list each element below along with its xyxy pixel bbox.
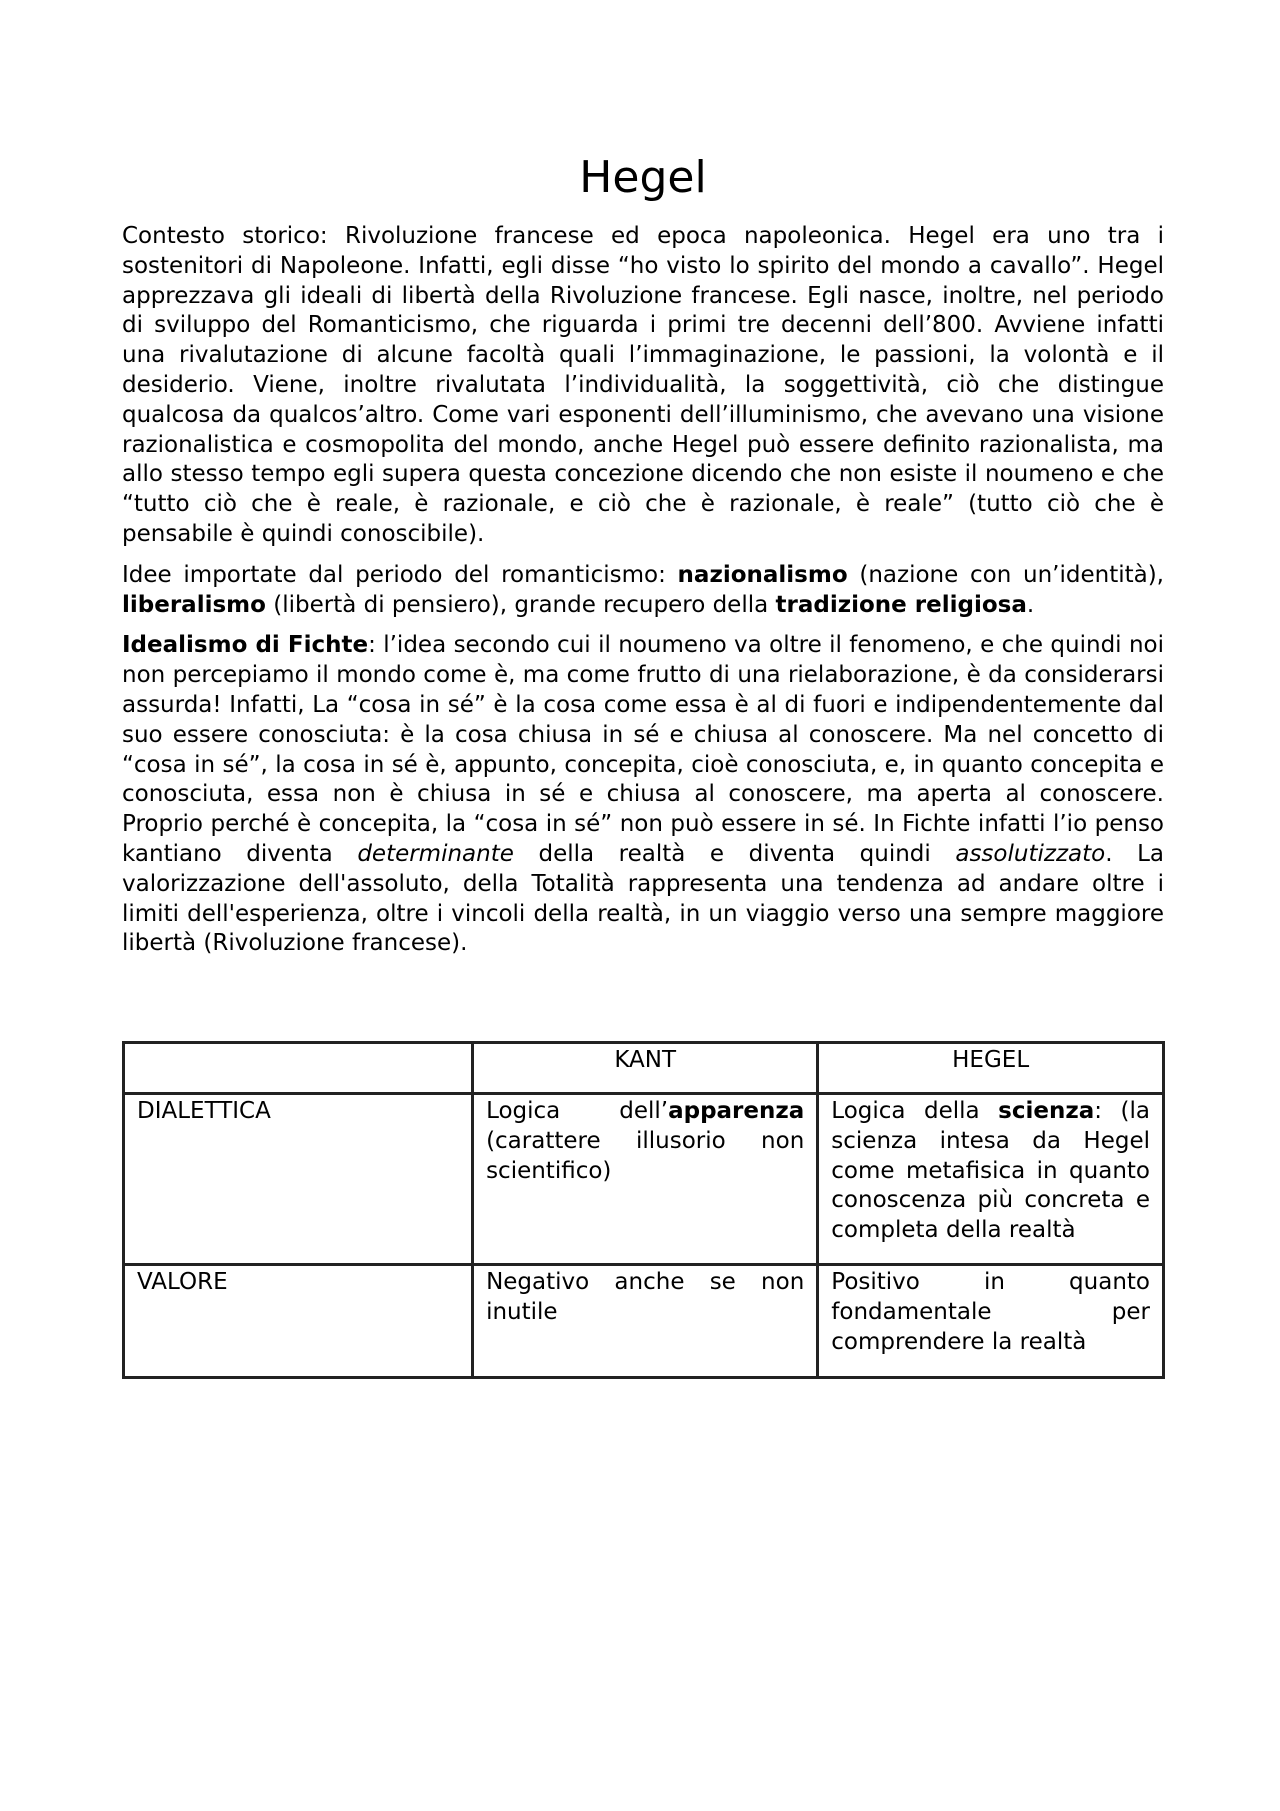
- text-span: Idee importate dal periodo del romanticismo:: [122, 561, 678, 588]
- header-cell-hegel: HEGEL: [818, 1043, 1164, 1094]
- header-cell-kant: KANT: [473, 1043, 818, 1094]
- text-span: Logica della: [831, 1098, 999, 1124]
- bold-term-apparenza: apparenza: [668, 1098, 805, 1124]
- table-header-row: [124, 1043, 1164, 1094]
- text-span: : (la scienza intesa da Hegel come metafisica in quanto conoscenza più concreta e completa della realtà: [831, 1098, 1150, 1244]
- row-label-dialettica: DIALETTICA: [124, 1094, 473, 1265]
- bold-term-scienza: scienza: [998, 1098, 1095, 1124]
- header-cell-empty: [124, 1043, 473, 1094]
- document-body: [122, 222, 1164, 970]
- text-span: (libertà di pensiero), grande recupero della: [265, 591, 776, 618]
- comparison-table: [122, 1041, 1165, 1379]
- italic-term-determinante: determinante: [357, 840, 514, 867]
- text-span: (carattere illusorio non scientifico): [486, 1127, 805, 1184]
- page-title: Hegel: [579, 152, 707, 203]
- row-label-valore: VALORE: [124, 1265, 473, 1378]
- text-span: . La valorizzazione dell'assoluto, della Totalità rappresenta una tendenza ad andare oltre i limiti dell'esperienza, oltre i vincoli della realtà, in un viaggio verso una sempre maggiore libertà (Rivoluzione francese).: [122, 840, 1164, 957]
- cell-hegel-valore: Positivo in quanto fondamentale per comprendere la realtà: [818, 1265, 1164, 1378]
- bold-term-tradizione-religiosa: tradizione religiosa: [775, 591, 1027, 618]
- text-span: (nazione con un’identità),: [847, 561, 1164, 588]
- text-span: Logica dell’: [486, 1098, 669, 1124]
- text-span: della realtà e diventa quindi: [513, 840, 956, 867]
- paragraph-romantic-ideas: [122, 561, 1164, 621]
- cell-kant-valore: Negativo anche se non inutile: [473, 1265, 818, 1378]
- table-row: [124, 1265, 1164, 1378]
- table-row: [124, 1094, 1164, 1265]
- cell-kant-dialettica: [473, 1094, 818, 1265]
- italic-term-assolutizzato: assolutizzato: [955, 840, 1106, 867]
- text-span: : l’idea secondo cui il noumeno va oltre il fenomeno, e che quindi noi non percepiamo il mondo come è, ma come frutto di una rielaborazione, è da considerarsi assurda! Infatti, La “cosa in sé” è la cosa come essa è al di fuori e indipendentemente dal suo essere conosciuta: è la cosa chiusa in sé e chiusa al conoscere. Ma nel concetto di “cosa in sé”, la cosa in sé è, appunto, concepita, cioè conosciuta, e, in quanto concepita e conosciuta, essa non è chiusa in sé e chiusa al conoscere, ma aperta al conoscere. Proprio perché è concepita, la “cosa in sé” non può essere in sé. In Fichte infatti l’io penso kantiano diventa: [122, 632, 1164, 867]
- text-span: .: [1026, 591, 1035, 618]
- paragraph-fichte-idealism: [122, 631, 1164, 959]
- bold-term-nazionalismo: nazionalismo: [677, 561, 848, 588]
- paragraph-historical-context: Contesto storico: Rivoluzione francese ed epoca napoleonica. Hegel era uno tra i sostenitori di Napoleone. Infatti, egli disse “ho visto lo spirito del mondo a cavallo”. Hegel apprezzava gli ideali di libertà della Rivoluzione francese. Egli nasce, inoltre, nel periodo di sviluppo del Romanticismo, che riguarda i primi tre decenni dell’800. Avviene infatti una rivalutazione di alcune facoltà quali l’immaginazione, le passioni, la volontà e il desiderio. Viene, inoltre rivalutata l’individualità, la soggettività, ciò che distingue qualcosa da qualcos’altro. Come vari esponenti dell’illuminismo, che avevano una visione razionalistica e cosmopolita del mondo, anche Hegel può essere definito razionalista, ma allo stesso tempo egli supera questa concezione dicendo che non esiste il noumeno e che “tutto ciò che è reale, è razionale, e ciò che è razionale, è reale” (tutto ciò che è pensabile è quindi conoscibile).: [122, 223, 1164, 547]
- cell-hegel-dialettica: [818, 1094, 1164, 1265]
- bold-term-idealismo-fichte: Idealismo di Fichte: [122, 632, 369, 659]
- bold-term-liberalismo: liberalismo: [122, 591, 266, 618]
